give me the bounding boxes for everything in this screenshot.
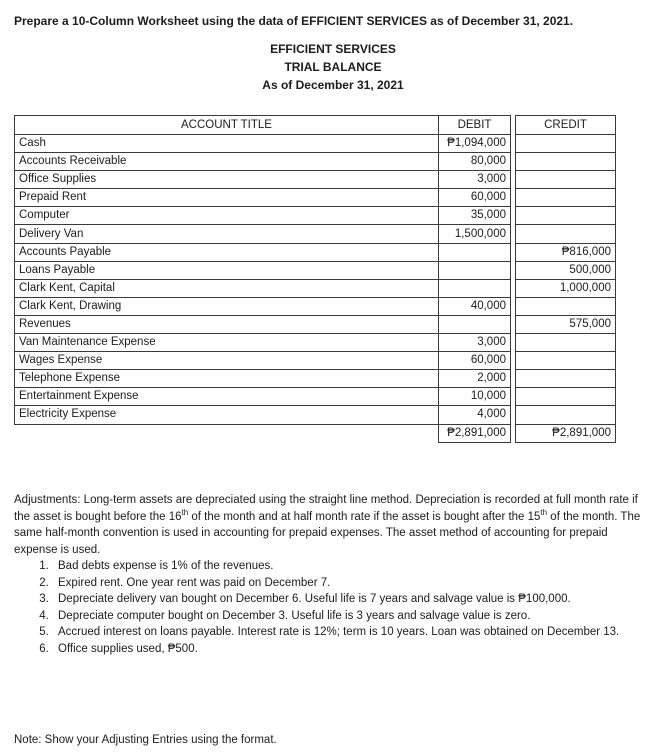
debit-cell: 10,000 (439, 388, 511, 406)
table-header-row (15, 116, 616, 135)
table-row (15, 189, 616, 207)
credit-cell (516, 135, 616, 153)
table-row (15, 243, 616, 261)
table-row (15, 297, 616, 315)
adjustments-intro-part: Adjustments: Long-term assets are depreciated using the straight line method. Depreciation is recorded at full month rate if the asset is bought before the 16 (14, 494, 638, 523)
account-cell: Revenues (15, 315, 439, 333)
table-row (15, 171, 616, 189)
adjustments-section (14, 492, 654, 657)
account-cell: Entertainment Expense (15, 388, 439, 406)
debit-cell: 60,000 (439, 352, 511, 370)
credit-cell (516, 370, 616, 388)
credit-cell (516, 153, 616, 171)
account-cell: Accounts Payable (15, 243, 439, 261)
table-row (15, 279, 616, 297)
account-cell: Cash (15, 135, 439, 153)
column-header-account: ACCOUNT TITLE (15, 116, 439, 135)
column-header-credit: CREDIT (516, 116, 616, 135)
debit-cell: 40,000 (439, 297, 511, 315)
debit-cell: 4,000 (439, 406, 511, 424)
adjustments-intro-part: of the month and at half month rate if the asset is bought after the 15 (188, 510, 541, 523)
debit-cell: 2,000 (439, 370, 511, 388)
debit-cell (439, 315, 511, 333)
credit-cell (516, 225, 616, 243)
credit-cell (516, 334, 616, 352)
report-title: TRIAL BALANCE (284, 60, 382, 74)
adjustment-item: 1. Bad debts expense is 1% of the revenues. (52, 558, 654, 575)
debit-cell: 1,500,000 (439, 225, 511, 243)
credit-cell (516, 171, 616, 189)
table-row (15, 261, 616, 279)
report-date: As of December 31, 2021 (262, 78, 404, 92)
superscript: th (540, 507, 548, 517)
account-cell: Delivery Van (15, 225, 439, 243)
account-cell: Electricity Expense (15, 406, 439, 424)
adjustment-item: 3. Depreciate delivery van bought on December 6. Useful life is 7 years and salvage value is ₱100,000. (52, 591, 654, 608)
account-cell: Van Maintenance Expense (15, 334, 439, 352)
debit-cell: 3,000 (439, 171, 511, 189)
credit-cell (516, 189, 616, 207)
debit-cell: 60,000 (439, 189, 511, 207)
instruction-text: Prepare a 10-Column Worksheet using the data of EFFICIENT SERVICES as of December 31, 2021. (14, 14, 574, 28)
table-row (15, 370, 616, 388)
account-cell: Computer (15, 207, 439, 225)
table-row (15, 135, 616, 153)
account-cell: Loans Payable (15, 261, 439, 279)
credit-cell: 1,000,000 (516, 279, 616, 297)
credit-cell (516, 297, 616, 315)
account-cell: Clark Kent, Capital (15, 279, 439, 297)
credit-cell: 500,000 (516, 261, 616, 279)
debit-cell (439, 261, 511, 279)
debit-cell: 3,000 (439, 334, 511, 352)
table-row (15, 225, 616, 243)
adjustment-item: 2. Expired rent. One year rent was paid on December 7. (52, 575, 654, 592)
adjustments-list (14, 558, 654, 657)
table-row (15, 388, 616, 406)
account-cell: Clark Kent, Drawing (15, 297, 439, 315)
credit-cell: ₱816,000 (516, 243, 616, 261)
account-cell: Office Supplies (15, 171, 439, 189)
total-credit: ₱2,891,000 (516, 424, 616, 442)
adjustment-item: 5. Accrued interest on loans payable. Interest rate is 12%; term is 10 years. Loan was obtained on December 13. (52, 624, 654, 641)
credit-cell (516, 406, 616, 424)
superscript: th (181, 507, 189, 517)
table-row (15, 153, 616, 171)
adjustment-item: 4. Depreciate computer bought on December 3. Useful life is 3 years and salvage value is zero. (52, 608, 654, 625)
note-text: Note: Show your Adjusting Entries using the format. (14, 734, 277, 746)
credit-cell (516, 207, 616, 225)
debit-cell: ₱1,094,000 (439, 135, 511, 153)
adjustments-intro-part: of the month. The same half-month convention is used in accounting for prepaid expenses. The asset method of accounting for prepaid expense is used. (14, 510, 641, 556)
debit-cell: 80,000 (439, 153, 511, 171)
trial-balance-table (14, 115, 616, 443)
totals-label-cell (15, 424, 439, 442)
credit-cell (516, 352, 616, 370)
table-body (15, 135, 616, 425)
adjustments-intro (14, 492, 654, 558)
account-cell: Telephone Expense (15, 370, 439, 388)
table-row (15, 207, 616, 225)
table-row (15, 406, 616, 424)
table-row (15, 315, 616, 333)
debit-cell (439, 279, 511, 297)
debit-cell: 35,000 (439, 207, 511, 225)
table-row (15, 352, 616, 370)
total-debit: ₱2,891,000 (439, 424, 511, 442)
credit-cell (516, 388, 616, 406)
column-header-debit: DEBIT (439, 116, 511, 135)
debit-cell (439, 243, 511, 261)
account-cell: Wages Expense (15, 352, 439, 370)
account-cell: Prepaid Rent (15, 189, 439, 207)
adjustment-item: 6. Office supplies used, ₱500. (52, 641, 654, 658)
table-row (15, 334, 616, 352)
company-name: EFFICIENT SERVICES (270, 42, 396, 56)
credit-cell: 575,000 (516, 315, 616, 333)
account-cell: Accounts Receivable (15, 153, 439, 171)
totals-row (15, 424, 616, 442)
